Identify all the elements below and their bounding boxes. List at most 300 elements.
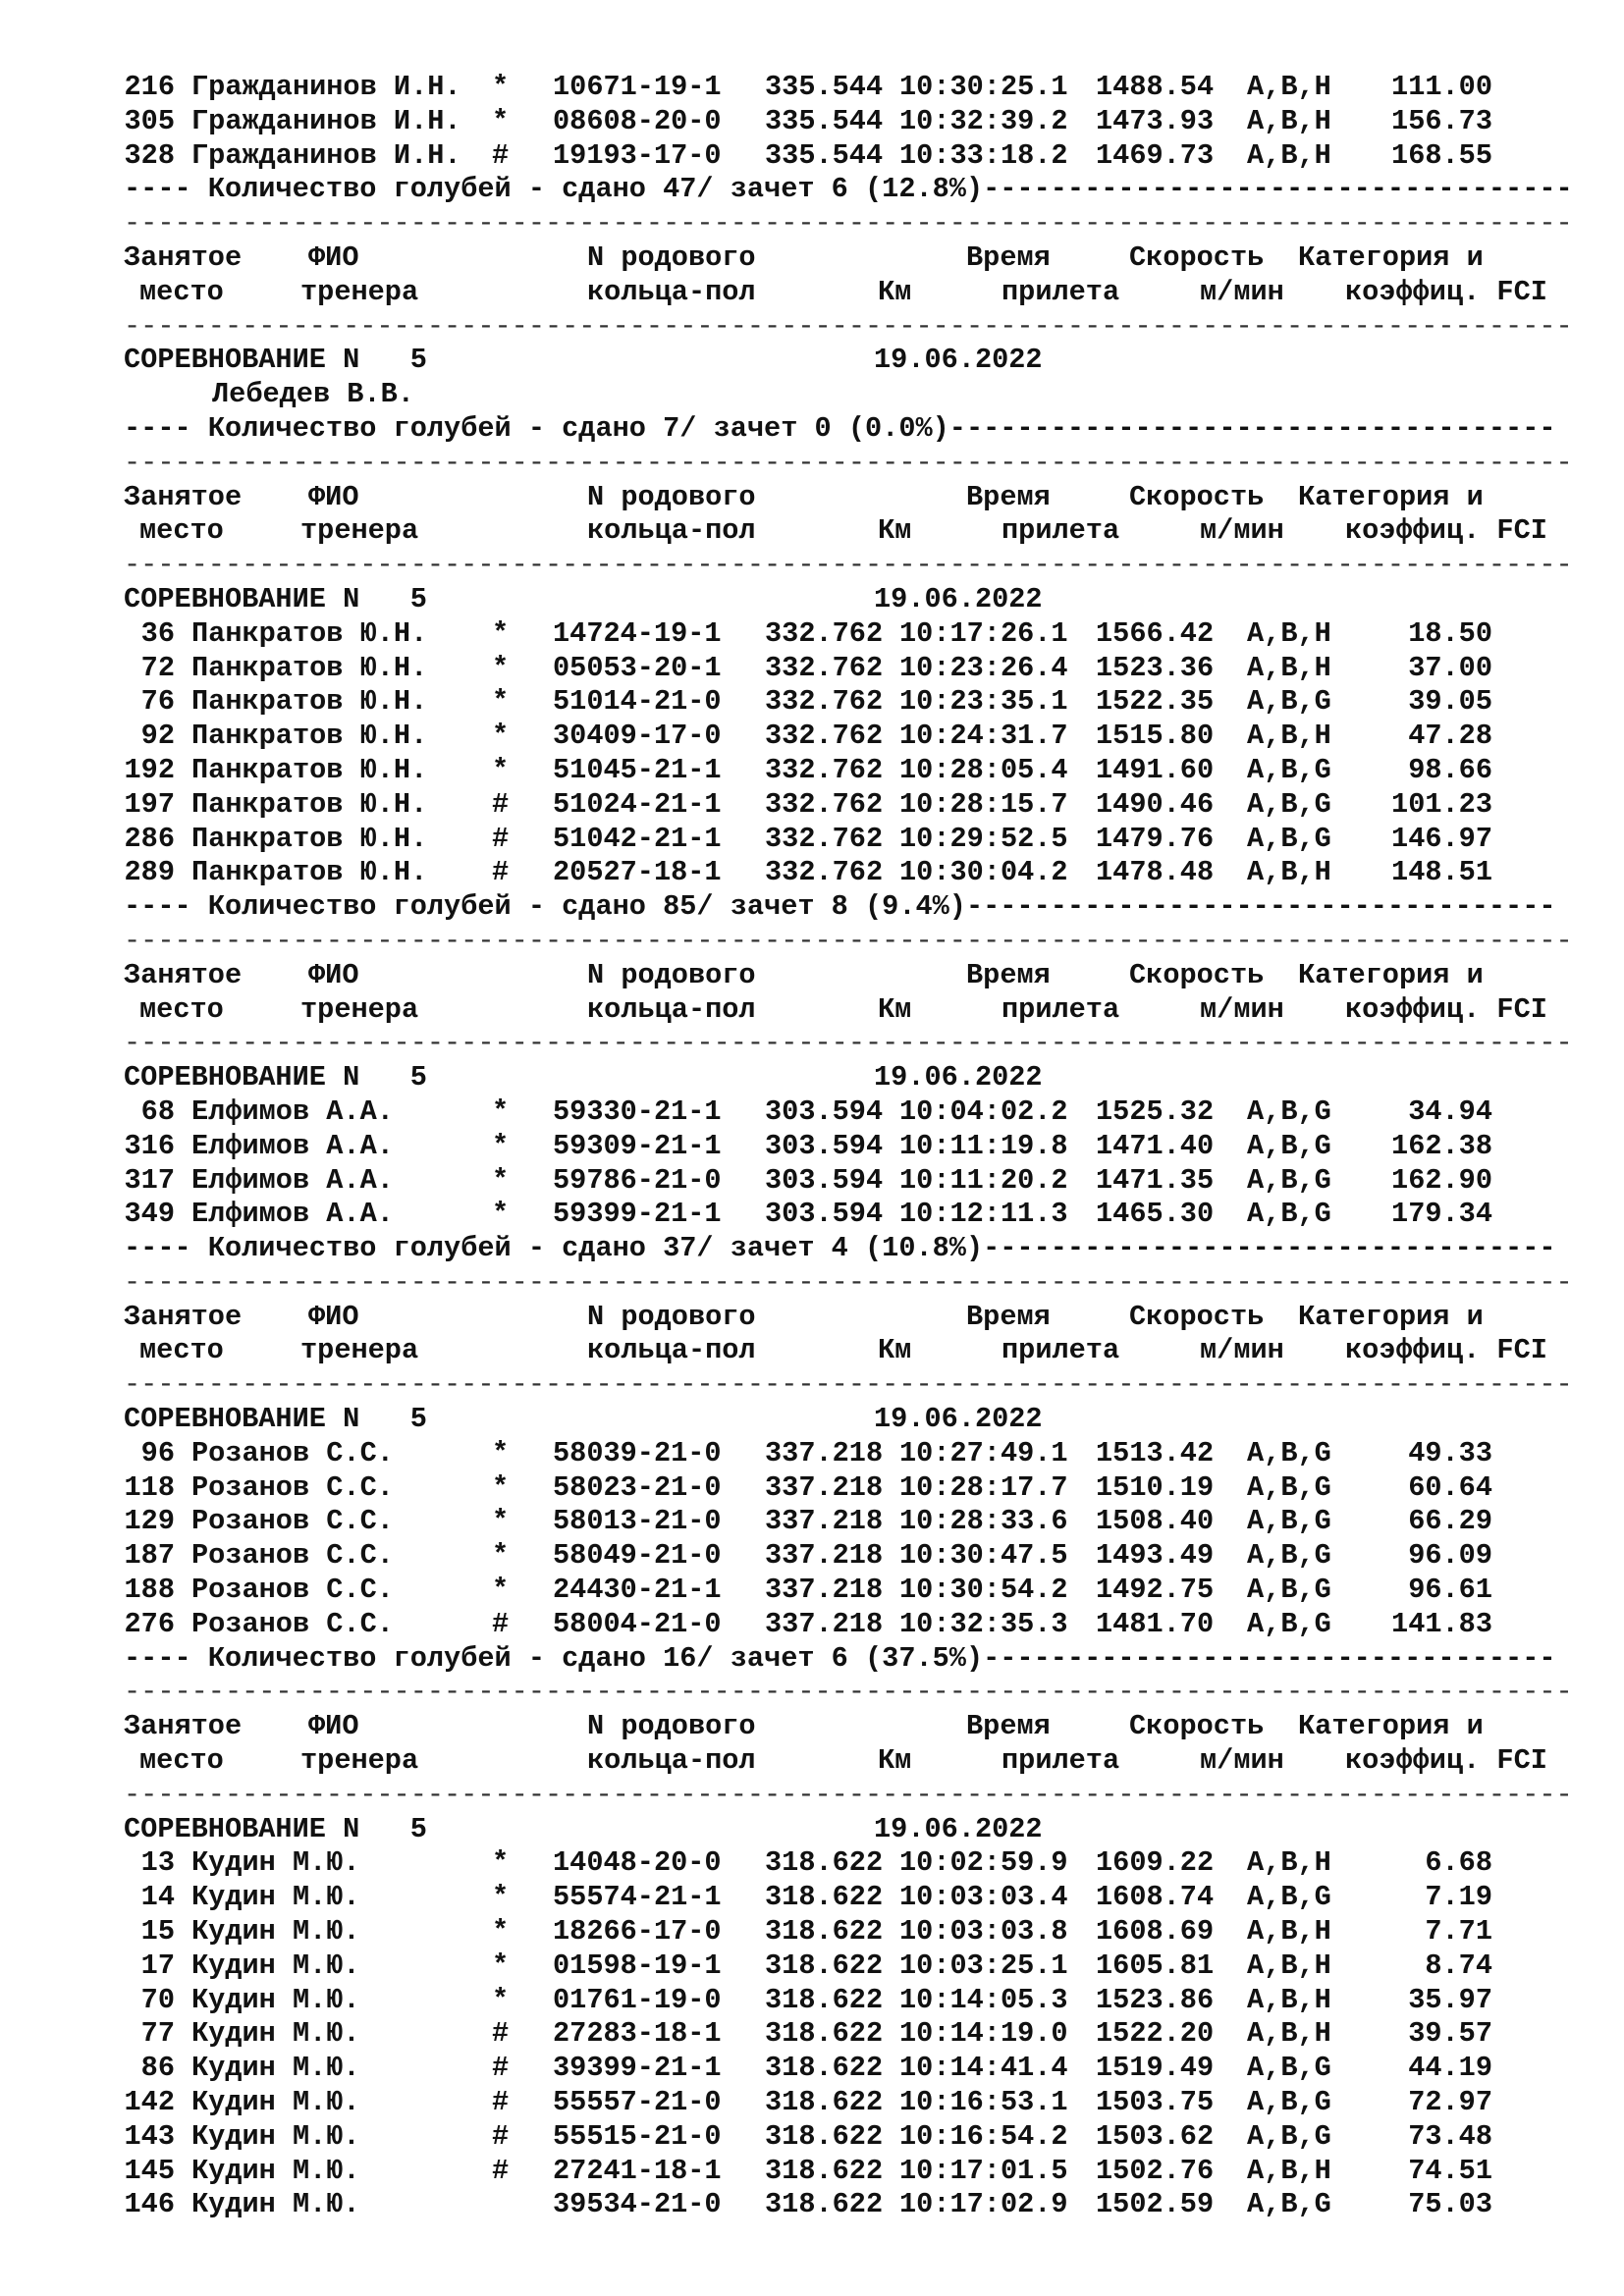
distance-cell: 303.594 bbox=[765, 1129, 884, 1162]
separator-line: -------------------------------------------------------------------------------------- bbox=[124, 446, 1573, 479]
speed-cell: 1566.42 bbox=[1096, 616, 1215, 650]
fci-coefficient-cell: 37.00 bbox=[1408, 651, 1492, 684]
category-cell: A,B,G bbox=[1247, 1198, 1331, 1231]
trainer-name-cell: Кудин М.Ю. bbox=[191, 1881, 360, 1914]
distance-cell: 318.622 bbox=[765, 2017, 884, 2051]
trainer-name-cell: Гражданинов И.Н. bbox=[191, 104, 461, 137]
col-speed-header: м/мин bbox=[1200, 275, 1284, 308]
place-cell: 36 bbox=[140, 616, 175, 650]
arrival-time-cell: 10:03:25.1 bbox=[899, 1949, 1068, 1982]
category-cell: A,B,G bbox=[1247, 1163, 1331, 1197]
arrival-time-cell: 10:32:35.3 bbox=[899, 1607, 1068, 1640]
place-cell: 349 bbox=[124, 1198, 175, 1231]
summary-line: ---- Количество голубей - сдано 16/ зачет 6 (37.5%)---------------------------------- bbox=[124, 1641, 1556, 1675]
trainer-name: Лебедев В.В. bbox=[212, 378, 414, 411]
col-time-header: прилета bbox=[1001, 992, 1120, 1026]
col-time-header: прилета bbox=[1001, 1334, 1120, 1367]
place-cell: 289 bbox=[124, 856, 175, 889]
mark-cell: # bbox=[492, 2017, 510, 2051]
mark-cell: * bbox=[492, 1539, 510, 1573]
result-row bbox=[124, 720, 1597, 754]
trainer-name-cell: Кудин М.Ю. bbox=[191, 2119, 360, 2153]
competition-label: СОРЕВНОВАНИЕ N 5 bbox=[124, 1812, 427, 1845]
col-place-header: Занятое bbox=[124, 480, 243, 513]
trainer-name-cell: Панкратов Ю.Н. bbox=[191, 753, 428, 786]
fci-coefficient-cell: 141.83 bbox=[1391, 1607, 1492, 1640]
col-time-header: прилета bbox=[1001, 1744, 1120, 1778]
result-row bbox=[124, 2120, 1597, 2155]
distance-cell: 318.622 bbox=[765, 2154, 884, 2187]
arrival-time-cell: 10:11:19.8 bbox=[899, 1129, 1068, 1162]
mark-cell: # bbox=[492, 787, 510, 821]
ring-number-cell: 08608-20-0 bbox=[553, 104, 722, 137]
mark-cell: * bbox=[492, 1574, 510, 1607]
fci-coefficient-cell: 98.66 bbox=[1408, 753, 1492, 786]
ring-number-cell: 58004-21-0 bbox=[553, 1607, 722, 1640]
fci-coefficient-cell: 74.51 bbox=[1408, 2154, 1492, 2187]
category-cell: A,B,H bbox=[1247, 720, 1331, 753]
summary-line: ---- Количество голубей - сдано 37/ зачет 4 (10.8%)---------------------------------- bbox=[124, 1232, 1556, 1265]
competition-line bbox=[124, 1061, 1597, 1095]
place-cell: 13 bbox=[140, 1846, 175, 1880]
result-row bbox=[124, 2017, 1597, 2052]
summary-line: ---- Количество голубей - сдано 7/ зачет 0 (0.0%)------------------------------------ bbox=[124, 411, 1556, 445]
mark-cell: # bbox=[492, 822, 510, 855]
category-cell: A,B,G bbox=[1247, 1539, 1331, 1573]
mark-cell: * bbox=[492, 104, 510, 137]
mark-cell: * bbox=[492, 753, 510, 786]
arrival-time-cell: 10:03:03.8 bbox=[899, 1915, 1068, 1949]
place-cell: 96 bbox=[140, 1436, 175, 1469]
distance-cell: 337.218 bbox=[765, 1470, 884, 1504]
col-name-header: тренера bbox=[300, 1334, 419, 1367]
ring-number-cell: 58049-21-0 bbox=[553, 1539, 722, 1573]
distance-cell: 337.218 bbox=[765, 1436, 884, 1469]
place-cell: 129 bbox=[124, 1505, 175, 1538]
result-row bbox=[124, 617, 1597, 652]
result-row bbox=[124, 1915, 1597, 1949]
distance-cell: 332.762 bbox=[765, 753, 884, 786]
arrival-time-cell: 10:03:03.4 bbox=[899, 1881, 1068, 1914]
ring-number-cell: 27283-18-1 bbox=[553, 2017, 722, 2051]
mark-cell: * bbox=[492, 616, 510, 650]
fci-coefficient-cell: 44.19 bbox=[1408, 2052, 1492, 2085]
speed-cell: 1608.69 bbox=[1096, 1915, 1215, 1949]
category-cell: A,B,G bbox=[1247, 2119, 1331, 2153]
place-cell: 72 bbox=[140, 651, 175, 684]
competition-line bbox=[124, 1403, 1597, 1437]
place-cell: 146 bbox=[124, 2188, 175, 2221]
arrival-time-cell: 10:30:25.1 bbox=[899, 71, 1068, 103]
fci-coefficient-cell: 7.71 bbox=[1425, 1915, 1492, 1949]
category-cell: A,B,G bbox=[1247, 1470, 1331, 1504]
column-header-row bbox=[124, 1710, 1597, 1744]
trainer-name-cell: Елфимов А.А. bbox=[191, 1129, 394, 1162]
result-row bbox=[124, 1574, 1597, 1608]
arrival-time-cell: 10:17:26.1 bbox=[899, 616, 1068, 650]
fci-coefficient-cell: 60.64 bbox=[1408, 1470, 1492, 1504]
category-cell: A,B,H bbox=[1247, 1915, 1331, 1949]
fci-coefficient-cell: 168.55 bbox=[1391, 138, 1492, 172]
competition-date: 19.06.2022 bbox=[874, 1403, 1043, 1436]
mark-cell: # bbox=[492, 1607, 510, 1640]
competition-line bbox=[124, 344, 1597, 378]
col-ring-header: кольца-пол bbox=[587, 1744, 756, 1778]
arrival-time-cell: 10:30:04.2 bbox=[899, 856, 1068, 889]
mark-cell: * bbox=[492, 1198, 510, 1231]
result-row bbox=[124, 1608, 1597, 1642]
place-cell: 316 bbox=[124, 1129, 175, 1162]
col-name-header: ФИО bbox=[308, 240, 359, 274]
fci-coefficient-cell: 146.97 bbox=[1391, 822, 1492, 855]
column-header-row bbox=[124, 1334, 1597, 1368]
col-place-header: Занятое bbox=[124, 1300, 243, 1333]
mark-cell: * bbox=[492, 1163, 510, 1197]
col-place-header: Занятое bbox=[124, 240, 243, 274]
col-ring-header: N родового bbox=[587, 958, 756, 991]
result-row bbox=[124, 1949, 1597, 1984]
col-speed-header: м/мин bbox=[1200, 1334, 1284, 1367]
arrival-time-cell: 10:14:41.4 bbox=[899, 2052, 1068, 2085]
result-row bbox=[124, 1846, 1597, 1881]
column-header-row bbox=[124, 959, 1597, 993]
mark-cell: # bbox=[492, 2154, 510, 2187]
distance-cell: 318.622 bbox=[765, 2119, 884, 2153]
separator-line: -------------------------------------------------------------------------------------- bbox=[124, 309, 1573, 343]
place-cell: 14 bbox=[140, 1881, 175, 1914]
category-cell: A,B,G bbox=[1247, 2052, 1331, 2085]
distance-cell: 335.544 bbox=[765, 104, 884, 137]
speed-cell: 1523.36 bbox=[1096, 651, 1215, 684]
arrival-time-cell: 10:02:59.9 bbox=[899, 1846, 1068, 1880]
trainer-name-cell: Панкратов Ю.Н. bbox=[191, 856, 428, 889]
mark-cell: * bbox=[492, 1846, 510, 1880]
trainer-name-cell: Панкратов Ю.Н. bbox=[191, 685, 428, 719]
fci-coefficient-cell: 96.09 bbox=[1408, 1539, 1492, 1573]
distance-cell: 335.544 bbox=[765, 138, 884, 172]
trainer-name-cell: Кудин М.Ю. bbox=[191, 2154, 360, 2187]
result-row bbox=[124, 1539, 1597, 1574]
column-header-row bbox=[124, 514, 1597, 549]
distance-cell: 303.594 bbox=[765, 1095, 884, 1128]
ring-number-cell: 20527-18-1 bbox=[553, 856, 722, 889]
trainer-name-cell: Розанов С.С. bbox=[191, 1505, 394, 1538]
separator-line: -------------------------------------------------------------------------------------- bbox=[124, 549, 1573, 582]
result-row bbox=[124, 1437, 1597, 1471]
col-name-header: тренера bbox=[300, 1744, 419, 1778]
col-name-header: ФИО bbox=[308, 480, 359, 513]
ring-number-cell: 39534-21-0 bbox=[553, 2188, 722, 2221]
col-ring-header: кольца-пол bbox=[587, 1334, 756, 1367]
col-name-header: ФИО bbox=[308, 958, 359, 991]
speed-cell: 1502.76 bbox=[1096, 2154, 1215, 2187]
col-km-header: Км bbox=[878, 992, 912, 1026]
result-row bbox=[124, 1984, 1597, 2018]
trainer-name-cell: Розанов С.С. bbox=[191, 1470, 394, 1504]
place-cell: 305 bbox=[124, 104, 175, 137]
trainer-name-cell: Розанов С.С. bbox=[191, 1539, 394, 1573]
ring-number-cell: 55515-21-0 bbox=[553, 2119, 722, 2153]
place-cell: 142 bbox=[124, 2086, 175, 2119]
ring-number-cell: 14724-19-1 bbox=[553, 616, 722, 650]
category-cell: A,B,G bbox=[1247, 753, 1331, 786]
col-ring-header: N родового bbox=[587, 1300, 756, 1333]
col-category-header: коэффиц. FCI bbox=[1345, 1744, 1547, 1778]
mark-cell: * bbox=[492, 685, 510, 719]
category-cell: A,B,H bbox=[1247, 856, 1331, 889]
ring-number-cell: 59399-21-1 bbox=[553, 1198, 722, 1231]
trainer-name-cell: Кудин М.Ю. bbox=[191, 2086, 360, 2119]
competition-date: 19.06.2022 bbox=[874, 1061, 1043, 1095]
distance-cell: 303.594 bbox=[765, 1198, 884, 1231]
distance-cell: 318.622 bbox=[765, 1915, 884, 1949]
fci-coefficient-cell: 162.38 bbox=[1391, 1129, 1492, 1162]
col-time-header: Время bbox=[966, 1300, 1051, 1333]
result-row bbox=[124, 1130, 1597, 1164]
col-time-header: Время bbox=[966, 480, 1051, 513]
speed-cell: 1471.40 bbox=[1096, 1129, 1215, 1162]
speed-cell: 1493.49 bbox=[1096, 1539, 1215, 1573]
col-place-header: Занятое bbox=[124, 1710, 243, 1743]
ring-number-cell: 18266-17-0 bbox=[553, 1915, 722, 1949]
speed-cell: 1510.19 bbox=[1096, 1470, 1215, 1504]
column-header-row bbox=[124, 993, 1597, 1028]
ring-number-cell: 58013-21-0 bbox=[553, 1505, 722, 1538]
arrival-time-cell: 10:28:33.6 bbox=[899, 1505, 1068, 1538]
col-place-header: место bbox=[139, 275, 224, 308]
mark-cell: # bbox=[492, 856, 510, 889]
speed-cell: 1469.73 bbox=[1096, 138, 1215, 172]
trainer-name-cell: Кудин М.Ю. bbox=[191, 1949, 360, 1982]
distance-cell: 332.762 bbox=[765, 616, 884, 650]
col-km-header: Км bbox=[878, 1334, 912, 1367]
col-speed-header: м/мин bbox=[1200, 992, 1284, 1026]
category-cell: A,B,G bbox=[1247, 1607, 1331, 1640]
distance-cell: 332.762 bbox=[765, 651, 884, 684]
col-category-header: Категория и bbox=[1298, 1710, 1484, 1743]
category-cell: A,B,H bbox=[1247, 616, 1331, 650]
speed-cell: 1488.54 bbox=[1096, 71, 1215, 103]
place-cell: 76 bbox=[140, 685, 175, 719]
col-category-header: коэффиц. FCI bbox=[1345, 275, 1547, 308]
speed-cell: 1519.49 bbox=[1096, 2052, 1215, 2085]
arrival-time-cell: 10:30:47.5 bbox=[899, 1539, 1068, 1573]
col-name-header: ФИО bbox=[308, 1710, 359, 1743]
column-header-row bbox=[124, 241, 1597, 276]
mark-cell: * bbox=[492, 1470, 510, 1504]
place-cell: 216 bbox=[124, 71, 175, 103]
col-km-header: Км bbox=[878, 1744, 912, 1778]
place-cell: 187 bbox=[124, 1539, 175, 1573]
speed-cell: 1515.80 bbox=[1096, 720, 1215, 753]
col-category-header: коэффиц. FCI bbox=[1345, 1334, 1547, 1367]
col-speed-header: м/мин bbox=[1200, 1744, 1284, 1778]
speed-cell: 1490.46 bbox=[1096, 787, 1215, 821]
category-cell: A,B,H bbox=[1247, 1949, 1331, 1982]
place-cell: 92 bbox=[140, 720, 175, 753]
category-cell: A,B,H bbox=[1247, 138, 1331, 172]
fci-coefficient-cell: 72.97 bbox=[1408, 2086, 1492, 2119]
col-category-header: Категория и bbox=[1298, 958, 1484, 991]
col-speed-header: Скорость bbox=[1129, 480, 1265, 513]
place-cell: 86 bbox=[140, 2052, 175, 2085]
mark-cell: # bbox=[492, 2119, 510, 2153]
place-cell: 143 bbox=[124, 2119, 175, 2153]
col-category-header: Категория и bbox=[1298, 1300, 1484, 1333]
ring-number-cell: 55557-21-0 bbox=[553, 2086, 722, 2119]
ring-number-cell: 39399-21-1 bbox=[553, 2052, 722, 2085]
column-header-row bbox=[124, 481, 1597, 515]
col-name-header: ФИО bbox=[308, 1300, 359, 1333]
category-cell: A,B,G bbox=[1247, 1505, 1331, 1538]
speed-cell: 1479.76 bbox=[1096, 822, 1215, 855]
speed-cell: 1491.60 bbox=[1096, 753, 1215, 786]
arrival-time-cell: 10:28:05.4 bbox=[899, 753, 1068, 786]
trainer-name-cell: Кудин М.Ю. bbox=[191, 2017, 360, 2051]
distance-cell: 337.218 bbox=[765, 1574, 884, 1607]
speed-cell: 1513.42 bbox=[1096, 1436, 1215, 1469]
distance-cell: 318.622 bbox=[765, 2052, 884, 2085]
place-cell: 276 bbox=[124, 1607, 175, 1640]
fci-coefficient-cell: 148.51 bbox=[1391, 856, 1492, 889]
category-cell: A,B,G bbox=[1247, 1095, 1331, 1128]
col-place-header: место bbox=[139, 514, 224, 548]
place-cell: 328 bbox=[124, 138, 175, 172]
fci-coefficient-cell: 73.48 bbox=[1408, 2119, 1492, 2153]
col-km-header: Км bbox=[878, 514, 912, 548]
fci-coefficient-cell: 75.03 bbox=[1408, 2188, 1492, 2221]
mark-cell: * bbox=[492, 1505, 510, 1538]
place-cell: 188 bbox=[124, 1574, 175, 1607]
trainer-name-cell: Панкратов Ю.Н. bbox=[191, 787, 428, 821]
mark-cell: # bbox=[492, 138, 510, 172]
mark-cell: * bbox=[492, 1095, 510, 1128]
result-row bbox=[124, 2052, 1597, 2086]
ring-number-cell: 59330-21-1 bbox=[553, 1095, 722, 1128]
competition-label: СОРЕВНОВАНИЕ N 5 bbox=[124, 1403, 427, 1436]
category-cell: A,B,G bbox=[1247, 1881, 1331, 1914]
place-cell: 118 bbox=[124, 1470, 175, 1504]
speed-cell: 1522.20 bbox=[1096, 2017, 1215, 2051]
result-row bbox=[124, 2086, 1597, 2120]
distance-cell: 332.762 bbox=[765, 787, 884, 821]
mark-cell: # bbox=[492, 2086, 510, 2119]
category-cell: A,B,G bbox=[1247, 2086, 1331, 2119]
arrival-time-cell: 10:29:52.5 bbox=[899, 822, 1068, 855]
col-ring-header: кольца-пол bbox=[587, 992, 756, 1026]
trainer-name-cell: Кудин М.Ю. bbox=[191, 1915, 360, 1949]
col-category-header: Категория и bbox=[1298, 240, 1484, 274]
fci-coefficient-cell: 156.73 bbox=[1391, 104, 1492, 137]
col-time-header: Время bbox=[966, 958, 1051, 991]
category-cell: A,B,H bbox=[1247, 2154, 1331, 2187]
competition-label: СОРЕВНОВАНИЕ N 5 bbox=[124, 344, 427, 377]
col-place-header: место bbox=[139, 1744, 224, 1778]
fci-coefficient-cell: 39.05 bbox=[1408, 685, 1492, 719]
result-row bbox=[124, 856, 1597, 890]
col-speed-header: м/мин bbox=[1200, 514, 1284, 548]
trainer-name-cell: Панкратов Ю.Н. bbox=[191, 616, 428, 650]
category-cell: A,B,H bbox=[1247, 1983, 1331, 2016]
col-place-header: место bbox=[139, 1334, 224, 1367]
result-row bbox=[124, 1164, 1597, 1199]
speed-cell: 1522.35 bbox=[1096, 685, 1215, 719]
fci-coefficient-cell: 6.68 bbox=[1425, 1846, 1492, 1880]
category-cell: A,B,H bbox=[1247, 104, 1331, 137]
arrival-time-cell: 10:11:20.2 bbox=[899, 1163, 1068, 1197]
col-ring-header: кольца-пол bbox=[587, 514, 756, 548]
ring-number-cell: 05053-20-1 bbox=[553, 651, 722, 684]
result-row bbox=[124, 652, 1597, 686]
result-row bbox=[124, 823, 1597, 857]
ring-number-cell: 51045-21-1 bbox=[553, 753, 722, 786]
trainer-name-cell: Гражданинов И.Н. bbox=[191, 138, 461, 172]
column-header-row bbox=[124, 1744, 1597, 1779]
mark-cell: * bbox=[492, 1436, 510, 1469]
col-name-header: тренера bbox=[300, 514, 419, 548]
result-row bbox=[124, 2155, 1597, 2189]
speed-cell: 1503.75 bbox=[1096, 2086, 1215, 2119]
ring-number-cell: 58039-21-0 bbox=[553, 1436, 722, 1469]
arrival-time-cell: 10:14:19.0 bbox=[899, 2017, 1068, 2051]
category-cell: A,B,H bbox=[1247, 651, 1331, 684]
col-speed-header: Скорость bbox=[1129, 1300, 1265, 1333]
arrival-time-cell: 10:16:53.1 bbox=[899, 2086, 1068, 2119]
col-time-header: прилета bbox=[1001, 514, 1120, 548]
category-cell: A,B,G bbox=[1247, 1574, 1331, 1607]
ring-number-cell: 51042-21-1 bbox=[553, 822, 722, 855]
col-time-header: прилета bbox=[1001, 275, 1120, 308]
fci-coefficient-cell: 66.29 bbox=[1408, 1505, 1492, 1538]
arrival-time-cell: 10:32:39.2 bbox=[899, 104, 1068, 137]
fci-coefficient-cell: 96.61 bbox=[1408, 1574, 1492, 1607]
arrival-time-cell: 10:14:05.3 bbox=[899, 1983, 1068, 2016]
result-row bbox=[124, 105, 1597, 139]
place-cell: 77 bbox=[140, 2017, 175, 2051]
trainer-name-cell: Панкратов Ю.Н. bbox=[191, 720, 428, 753]
mark-cell: * bbox=[492, 720, 510, 753]
distance-cell: 332.762 bbox=[765, 720, 884, 753]
distance-cell: 335.544 bbox=[765, 71, 884, 103]
distance-cell: 318.622 bbox=[765, 2188, 884, 2221]
trainer-name-cell: Елфимов А.А. bbox=[191, 1163, 394, 1197]
speed-cell: 1608.74 bbox=[1096, 1881, 1215, 1914]
separator-line: -------------------------------------------------------------------------------------- bbox=[124, 1676, 1573, 1709]
arrival-time-cell: 10:28:17.7 bbox=[899, 1470, 1068, 1504]
fci-coefficient-cell: 8.74 bbox=[1425, 1949, 1492, 1982]
ring-number-cell: 59786-21-0 bbox=[553, 1163, 722, 1197]
category-cell: A,B,G bbox=[1247, 2188, 1331, 2221]
arrival-time-cell: 10:27:49.1 bbox=[899, 1436, 1068, 1469]
mark-cell: * bbox=[492, 1949, 510, 1982]
trainer-name-cell: Кудин М.Ю. bbox=[191, 1846, 360, 1880]
col-speed-header: Скорость bbox=[1129, 958, 1265, 991]
separator-line: -------------------------------------------------------------------------------------- bbox=[124, 1265, 1573, 1299]
summary-line: ---- Количество голубей - сдано 47/ зачет 6 (12.8%)----------------------------------- bbox=[124, 173, 1573, 206]
trainer-name-cell: Елфимов А.А. bbox=[191, 1095, 394, 1128]
mark-cell: * bbox=[492, 1881, 510, 1914]
col-category-header: коэффиц. FCI bbox=[1345, 514, 1547, 548]
speed-cell: 1503.62 bbox=[1096, 2119, 1215, 2153]
mark-cell: * bbox=[492, 651, 510, 684]
competition-date: 19.06.2022 bbox=[874, 344, 1043, 377]
fci-coefficient-cell: 18.50 bbox=[1408, 616, 1492, 650]
trainer-name-cell: Панкратов Ю.Н. bbox=[191, 651, 428, 684]
speed-cell: 1508.40 bbox=[1096, 1505, 1215, 1538]
arrival-time-cell: 10:24:31.7 bbox=[899, 720, 1068, 753]
col-km-header: Км bbox=[878, 275, 912, 308]
fci-coefficient-cell: 49.33 bbox=[1408, 1436, 1492, 1469]
